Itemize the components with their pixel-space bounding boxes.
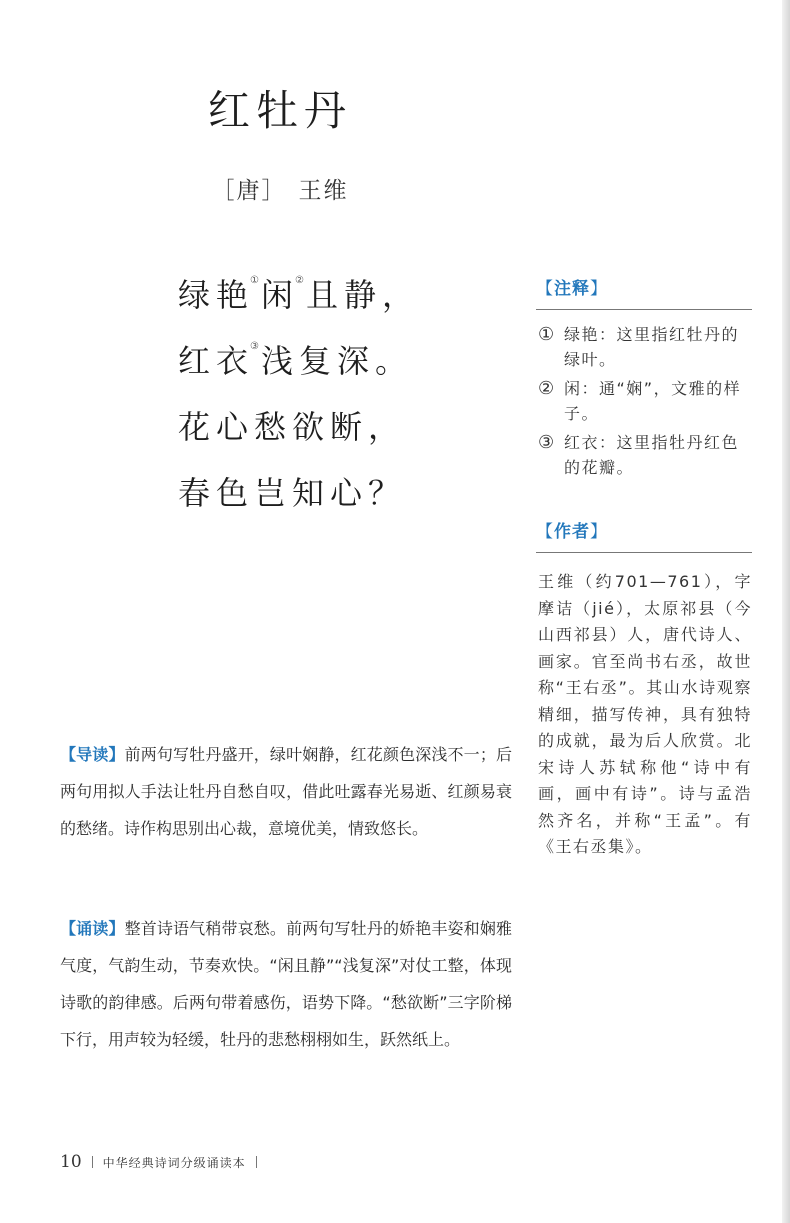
note-item (538, 376, 754, 426)
notes-list (538, 322, 754, 484)
poem-line (178, 266, 498, 332)
author-heading: 【作者】 (536, 522, 608, 542)
recital-text: 整首诗语气稍带哀愁。前两句写牡丹的娇艳丰姿和娴雅气度，气韵生动，节奏欢快。“闲且静”“浅复深”对仗工整，体现诗歌的韵律感。后两句带着感伤，语势下降。“愁欲断”三字阶梯下行，用声较为轻缓，牡丹的悲愁栩栩如生，跃然纸上。 (60, 919, 512, 1049)
recital-paragraph (60, 910, 512, 1058)
guide-text: 前两句写牡丹盛开，绿叶娴静，红花颜色深浅不一；后两句用拟人手法让牡丹自愁自叹，借此吐露春光易逝、红颜易衰的愁绪。诗作构思别出心裁，意境优美，情致悠长。 (60, 745, 512, 838)
poem-byline (150, 172, 410, 205)
recital-tag: 【诵读】 (60, 919, 125, 938)
footer-separator (92, 1156, 93, 1168)
notes-heading-label: 注释 (554, 279, 590, 299)
note-number: ③ (538, 432, 556, 453)
note-item (538, 430, 754, 480)
guide-tag: 【导读】 (60, 745, 125, 764)
poem-line-segment: 浅复深。 (260, 342, 413, 380)
poem-line-segment: 闲 (260, 276, 299, 314)
note-number: ② (538, 378, 556, 399)
poem-line-segment: 且静， (305, 276, 420, 314)
note-text: 绿艳：这里指红牡丹的绿叶。 (564, 325, 740, 369)
note-item (538, 322, 754, 372)
poem-title: 红牡丹 (207, 86, 352, 135)
book-title: 中华经典诗词分级诵读本 (102, 1155, 246, 1170)
guide-paragraph (60, 736, 512, 847)
author-bio: 王维（约701—761），字摩诘（jié），太原祁县（今山西祁县）人，唐代诗人、画家。官至尚书右丞，故世称“王右丞”。其山水诗观察精细，描写传神，具有独特的成就，最为后人欣赏。北宋诗人苏轼称他“诗中有画，画中有诗”。诗与孟浩然齐名，并称“王孟”。有《王右丞集》。 (538, 572, 752, 856)
footer-separator (256, 1156, 257, 1168)
poem-line (178, 332, 498, 398)
notes-divider (536, 309, 752, 310)
note-text: 红衣：这里指牡丹红色的花瓣。 (564, 433, 740, 477)
page-footer (60, 1152, 267, 1172)
dynasty-label: ［唐］ (211, 178, 287, 204)
poem-body (178, 266, 498, 530)
note-marker: ① (250, 275, 265, 286)
note-marker: ② (295, 275, 310, 286)
note-text: 闲：通“娴”，文雅的样子。 (564, 379, 742, 423)
author-divider (536, 552, 752, 553)
author-heading-label: 作者 (554, 522, 590, 542)
poem-line-segment: 绿艳 (178, 276, 255, 314)
page-number: 10 (60, 1152, 82, 1172)
poem-line-segment: 红衣 (178, 342, 255, 380)
notes-heading: 【注释】 (536, 279, 608, 299)
note-number: ① (538, 324, 556, 345)
poem-line: 春色岂知心？ (178, 474, 407, 512)
note-marker: ③ (250, 341, 265, 352)
poem-line: 花心愁欲断， (178, 408, 407, 446)
page-edge-strip (782, 0, 790, 1223)
author-name: 王维 (298, 178, 349, 204)
